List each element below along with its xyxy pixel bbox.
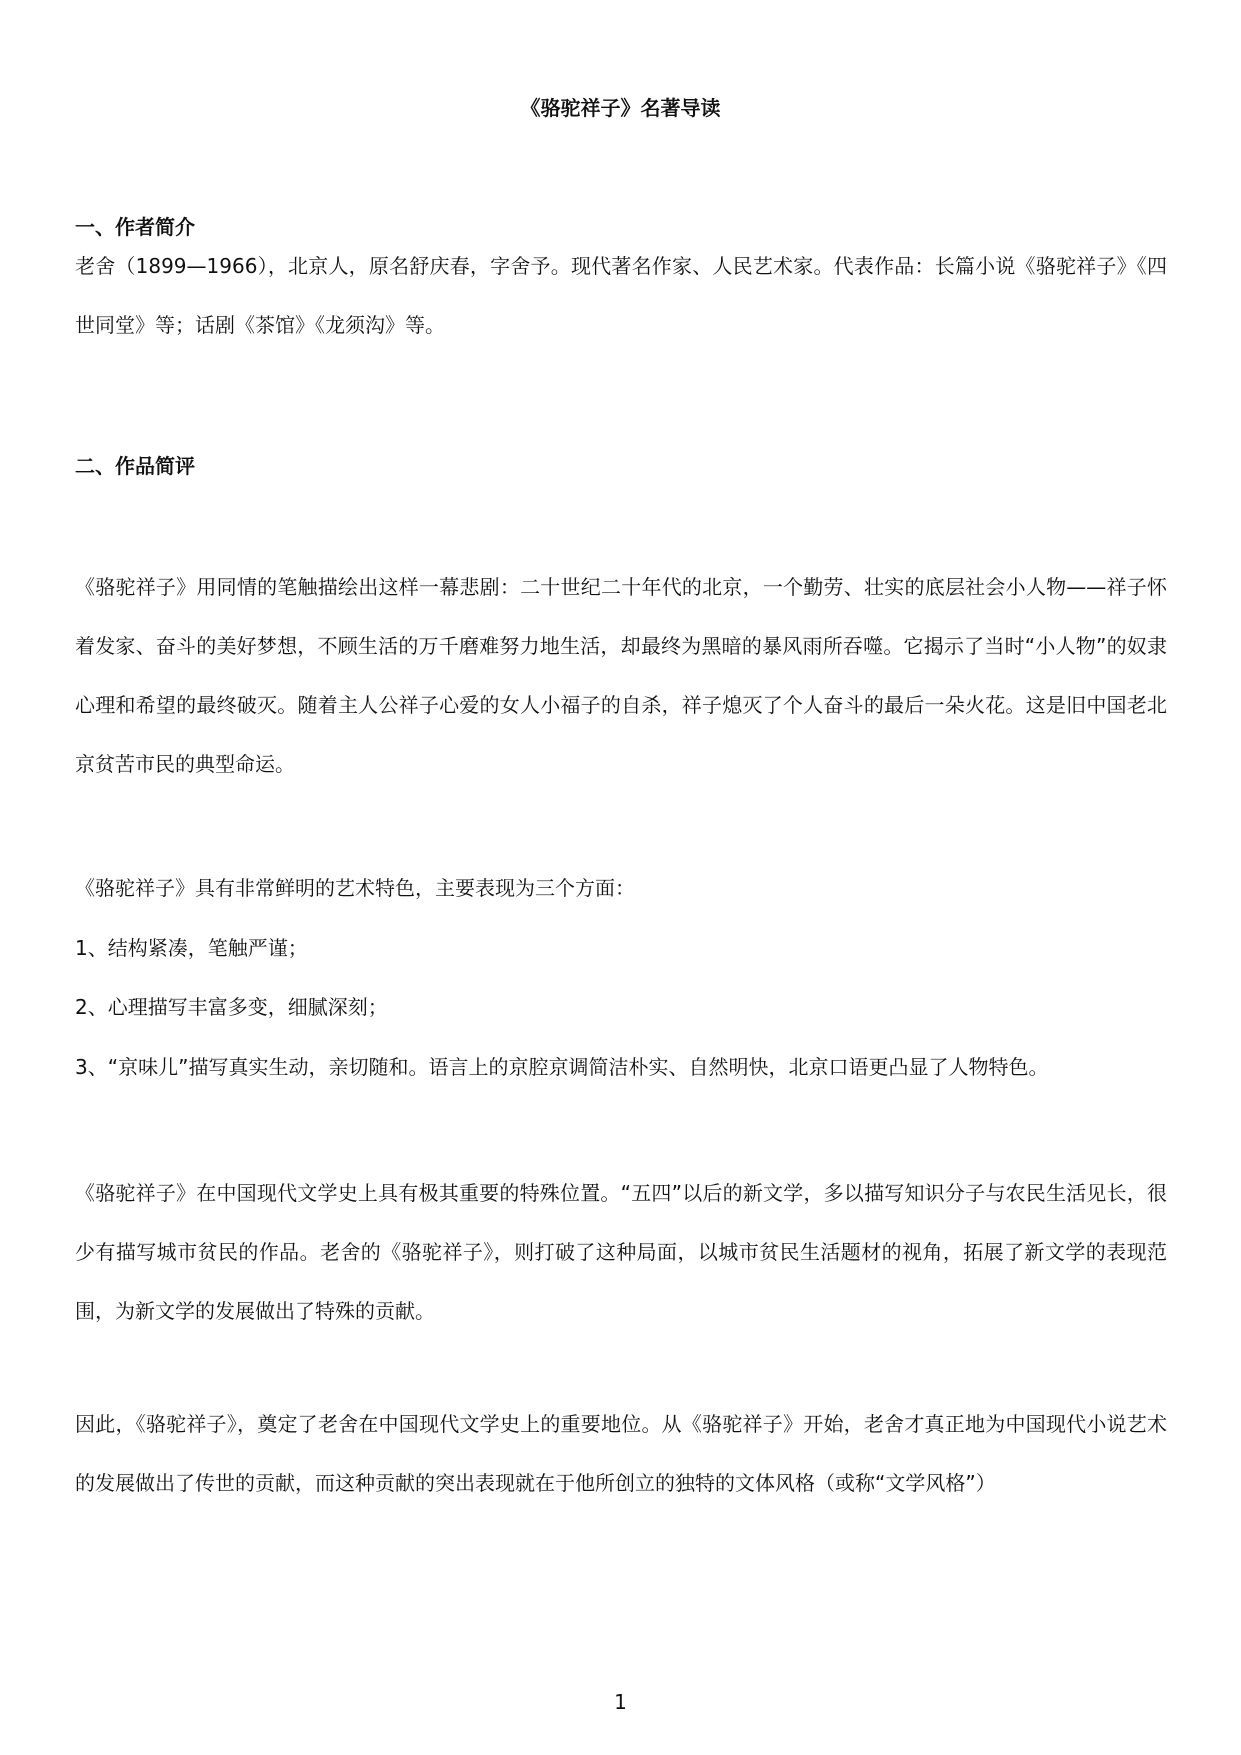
features-intro: 《骆驼祥子》具有非常鲜明的艺术特色，主要表现为三个方面：: [75, 876, 635, 900]
feature-item-2: 2、心理描写丰富多变，细腻深刻；: [75, 995, 388, 1019]
feature-item-3: 3、“京味儿”描写真实生动，亲切随和。语言上的京腔京调简洁朴实、自然明快，北京口语更凸显了人物特色。: [75, 1055, 1049, 1079]
page-number: 1: [614, 1690, 627, 1714]
feature-item-1: 1、结构紧凑，笔触严谨；: [75, 936, 308, 960]
review-paragraph-2: 《骆驼祥子》在中国现代文学史上具有极其重要的特殊位置。“五四”以后的新文学，多以描写知识分子与农民生活见长，很少有描写城市贫民的作品。老舍的《骆驼祥子》，则打破了这种局面，以城市贫民生活题材的视角，拓展了新文学的表现范围，为新文学的发展做出了特殊的贡献。: [75, 1181, 1167, 1323]
document-title: 《骆驼祥子》名著导读: [520, 96, 721, 120]
section-heading-author: 一、作者简介: [75, 215, 195, 239]
section-heading-review: 二、作品简评: [75, 454, 195, 478]
review-paragraph-3: 因此，《骆驼祥子》，奠定了老舍在中国现代文学史上的重要地位。从《骆驼祥子》开始，老舍才真正地为中国现代小说艺术的发展做出了传世的贡献，而这种贡献的突出表现就在于他所创立的独特的文体风格（或称“文学风格”）: [75, 1412, 1167, 1495]
author-intro-paragraph: 老舍（1899—1966），北京人，原名舒庆春，字舍予。现代著名作家、人民艺术家。代表作品：长篇小说《骆驼祥子》《四世同堂》等；话剧《茶馆》《龙须沟》等。: [75, 254, 1167, 337]
review-paragraph-1: 《骆驼祥子》用同情的笔触描绘出这样一幕悲剧：二十世纪二十年代的北京，一个勤劳、壮实的底层社会小人物——祥子怀着发家、奋斗的美好梦想，不顾生活的万千磨难努力地生活，却最终为黑暗的暴风雨所吞噬。它揭示了当时“小人物”的奴隶心理和希望的最终破灭。随着主人公祥子心爱的女人小福子的自杀，祥子熄灭了个人奋斗的最后一朵火花。这是旧中国老北京贫苦市民的典型命运。: [75, 575, 1167, 776]
